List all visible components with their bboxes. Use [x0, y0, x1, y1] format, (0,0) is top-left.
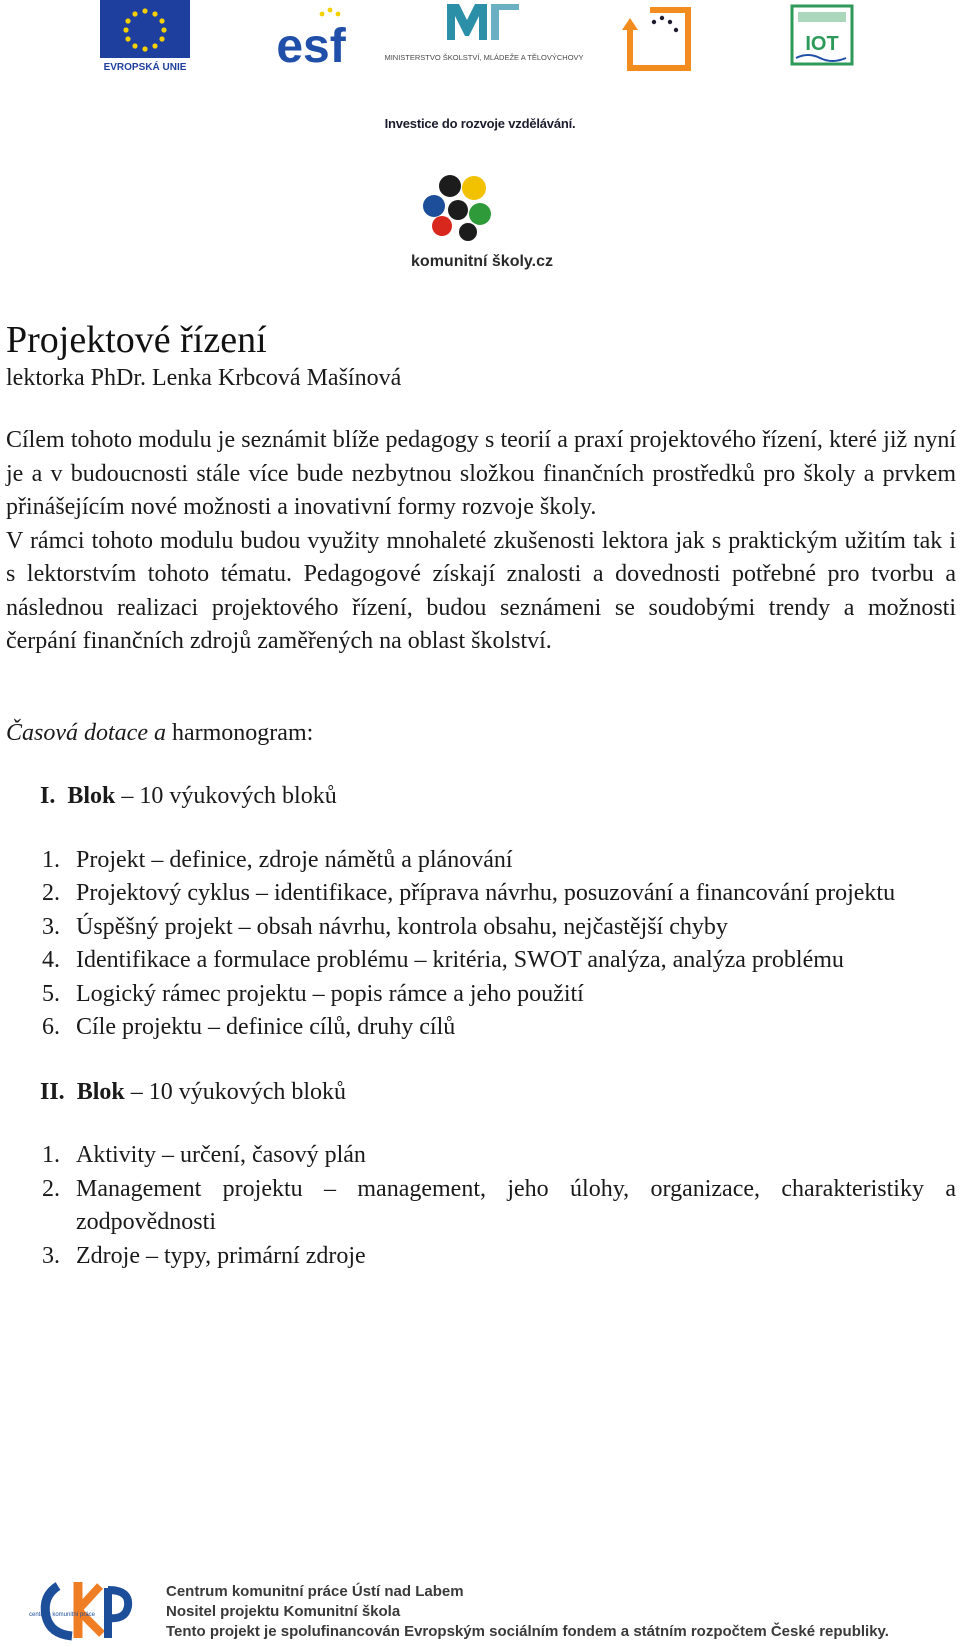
list-item-text: Aktivity – určení, časový plán	[76, 1142, 366, 1168]
list-item	[6, 1173, 956, 1240]
schedule-heading-rest: harmonogram:	[165, 719, 314, 746]
msmt-logo	[384, 0, 584, 80]
block-name: Blok	[76, 1078, 125, 1105]
block-name: Blok	[67, 783, 116, 809]
list-item-number: 1.	[42, 1142, 60, 1168]
footer-line-funding: Tento projekt je spolufinancován Evropským sociálním fondem a státním rozpočtem České republiky.	[166, 1623, 889, 1640]
list-item	[6, 944, 956, 978]
tagline: Investice do rozvoje vzdělávání.	[384, 116, 576, 131]
esf-logo	[268, 0, 354, 74]
list-item	[6, 1240, 956, 1274]
block-heading-1	[40, 780, 956, 814]
list-item	[6, 1011, 956, 1045]
page-title: Projektové řízení	[6, 319, 267, 361]
esf-logo-text: esf	[276, 20, 346, 73]
footer	[0, 1568, 960, 1647]
block-1-topics	[6, 844, 956, 1045]
footer-text	[166, 1582, 889, 1642]
msmt-logo-caption: MINISTERSTVO ŠKOLSTVÍ, MLÁDEŽE A TĚLOVÝCHOVY	[384, 53, 584, 62]
list-item-text: Logický rámec projektu – popis rámce a jeho použití	[76, 980, 584, 1007]
eu-flag-logo	[100, 0, 190, 74]
list-item-text: Cíle projektu – definice cílů, druhy cílů	[76, 1014, 456, 1040]
list-item-text: Úspěšný projekt – obsah návrhu, kontrola obsahu, nejčastější chyby	[76, 913, 728, 940]
block-numeral: II.	[40, 1078, 65, 1105]
list-item	[6, 1139, 956, 1173]
block-heading-2	[40, 1076, 956, 1110]
block-detail: – 10 výukových bloků	[115, 783, 337, 809]
list-item-text: Identifikace a formulace problému – kritéria, SWOT analýza, analýza problému	[76, 947, 844, 973]
list-item-text: Projekt – definice, zdroje námětů a plánování	[76, 846, 513, 873]
intro-paragraph: Cílem tohoto modulu je seznámit blíže pedagogy s teorií a praxí projektového řízení, které již nyní je a v budoucnosti stále více bude nezbytnou složkou finančních prostředků pro školy a prvkem přinášejícím nové možnosti a inovativní formy rozvoje školy.	[6, 427, 956, 520]
eu-logo-caption: EVROPSKÁ UNIE	[103, 62, 187, 73]
footer-line-project: Nositel projektu Komunitní škola	[166, 1603, 401, 1620]
list-item	[6, 877, 956, 911]
lecturer-line: lektorka PhDr. Lenka Krbcová Mašínová	[6, 365, 402, 391]
document-body	[6, 318, 956, 1304]
list-item	[6, 978, 956, 1012]
list-item-number: 3.	[42, 913, 60, 940]
ckp-logo-caption: centrum komunitní práce	[28, 1612, 96, 1618]
op-arrow-logo	[620, 0, 698, 74]
footer-line-organization: Centrum komunitní práce Ústí nad Labem	[166, 1583, 464, 1600]
schedule-heading	[6, 717, 956, 751]
block-numeral: I.	[40, 783, 56, 809]
schedule-heading-italic: Časová dotace a	[6, 719, 166, 746]
header-logos	[0, 0, 960, 90]
block-2-topics	[6, 1139, 956, 1273]
iot-logo-text: IOT	[805, 33, 839, 55]
list-item-number: 4.	[42, 947, 60, 973]
detail-paragraph: V rámci tohoto modulu budou využity mnohaleté zkušenosti lektora jak s praktickým užitím tak i s lektorstvím tohoto tématu. Pedagogové získají znalosti a dovednosti potřebné pro tvorbu a následnou realizaci projektového řízení, budou seznámeni se soudobými trendy a možnosti čerpání finančních zdrojů zaměřených na oblast školství.	[6, 527, 956, 654]
list-item-text: Management projektu – management, jeho úlohy, organizace, charakteristiky a zodpovědnosti	[76, 1175, 956, 1235]
list-item-number: 6.	[42, 1014, 60, 1040]
block-detail: – 10 výukových bloků	[124, 1078, 347, 1105]
komunitni-skoly-logo-text: komunitní školy.cz	[411, 253, 553, 270]
list-item-text: Projektový cyklus – identifikace, příprava návrhu, posuzování a financování projektu	[76, 880, 896, 906]
iot-logo	[784, 0, 860, 74]
list-item-number: 5.	[42, 980, 60, 1007]
list-item	[6, 911, 956, 945]
ckp-logo	[28, 1576, 134, 1644]
list-item-number: 1.	[42, 846, 60, 873]
list-item	[6, 844, 956, 878]
list-item-number: 3.	[42, 1242, 60, 1269]
list-item-number: 2.	[42, 880, 60, 906]
list-item-number: 2.	[42, 1175, 60, 1202]
list-item-text: Zdroje – typy, primární zdroje	[76, 1242, 366, 1269]
komunitni-skoly-logo	[402, 168, 562, 276]
